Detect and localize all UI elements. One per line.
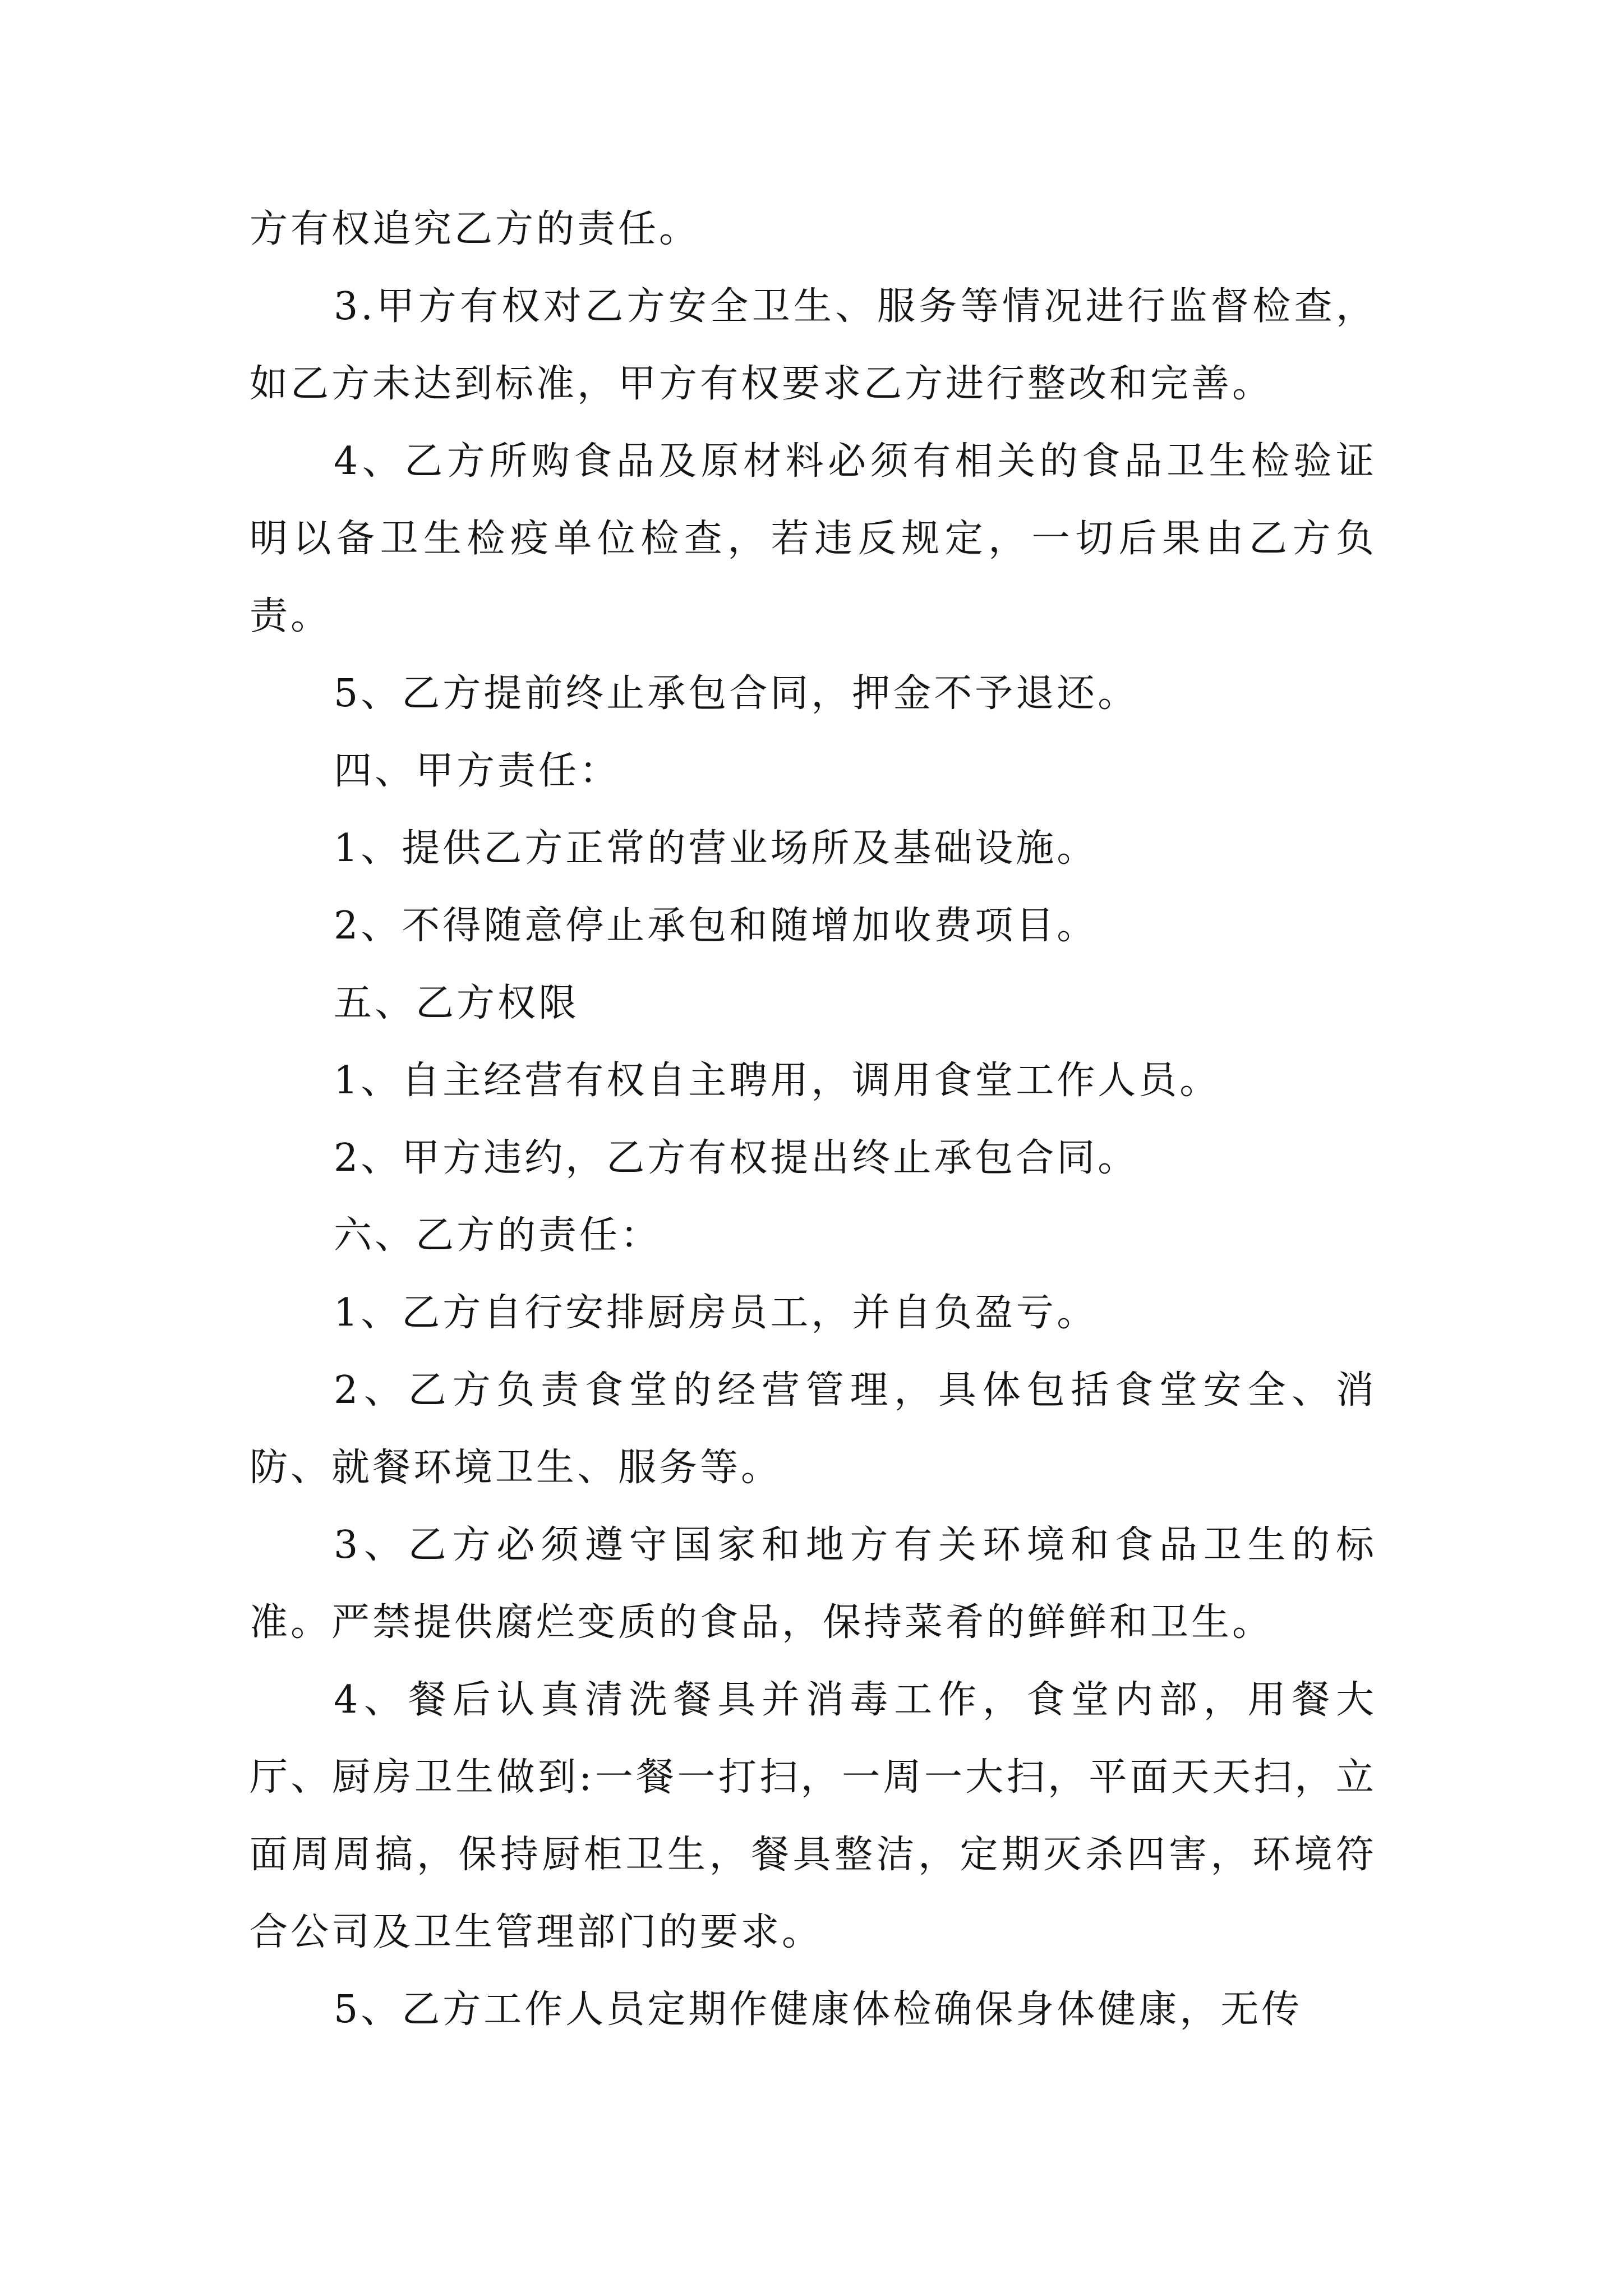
- paragraph: 3.甲方有权对乙方安全卫生、服务等情况进行监督检查，如乙方未达到标准，甲方有权要求乙方进行整改和完善。: [250, 284, 1377, 406]
- section-heading: 五、乙方权限: [334, 981, 580, 1025]
- paragraph: 2、不得随意停止承包和随增加收费项目。: [334, 904, 1098, 948]
- paragraph: 1、乙方自行安排厨房员工，并自负盈亏。: [334, 1291, 1098, 1335]
- section-heading: 四、甲方责任：: [334, 749, 621, 793]
- paragraph: 方有权追究乙方的责任。: [250, 207, 700, 251]
- paragraph: 5、乙方工作人员定期作健康体检确保身体健康，无传: [334, 1987, 1303, 2032]
- paragraph: 1、自主经营有权自主聘用，调用食堂工作人员。: [334, 1059, 1221, 1103]
- paragraph: 2、甲方违约，乙方有权提出终止承包合同。: [334, 1136, 1139, 1180]
- paragraph: 5、乙方提前终止承包合同，押金不予退还。: [334, 671, 1139, 716]
- paragraph: 3、乙方必须遵守国家和地方有关环境和食品卫生的标准。严禁提供腐烂变质的食品，保持菜肴的鲜鲜和卫生。: [250, 1523, 1377, 1645]
- section-heading: 六、乙方的责任：: [334, 1213, 662, 1258]
- paragraph: 2、乙方负责食堂的经营管理，具体包括食堂安全、消防、就餐环境卫生、服务等。: [250, 1368, 1377, 1490]
- paragraph: 4、餐后认真清洗餐具并消毒工作，食堂内部，用餐大厅、厨房卫生做到:一餐一打扫，一周一大扫，平面天天扫，立面周周搞，保持厨柜卫生，餐具整洁，定期灭杀四害，环境符合公司及卫生管理部门的要求。: [250, 1678, 1377, 1954]
- document-body: [250, 191, 1377, 2049]
- paragraph: 4、乙方所购食品及原材料必须有相关的食品卫生检验证明以备卫生检疫单位检查，若违反规定，一切后果由乙方负责。: [250, 439, 1377, 638]
- paragraph: 1、提供乙方正常的营业场所及基础设施。: [334, 826, 1098, 871]
